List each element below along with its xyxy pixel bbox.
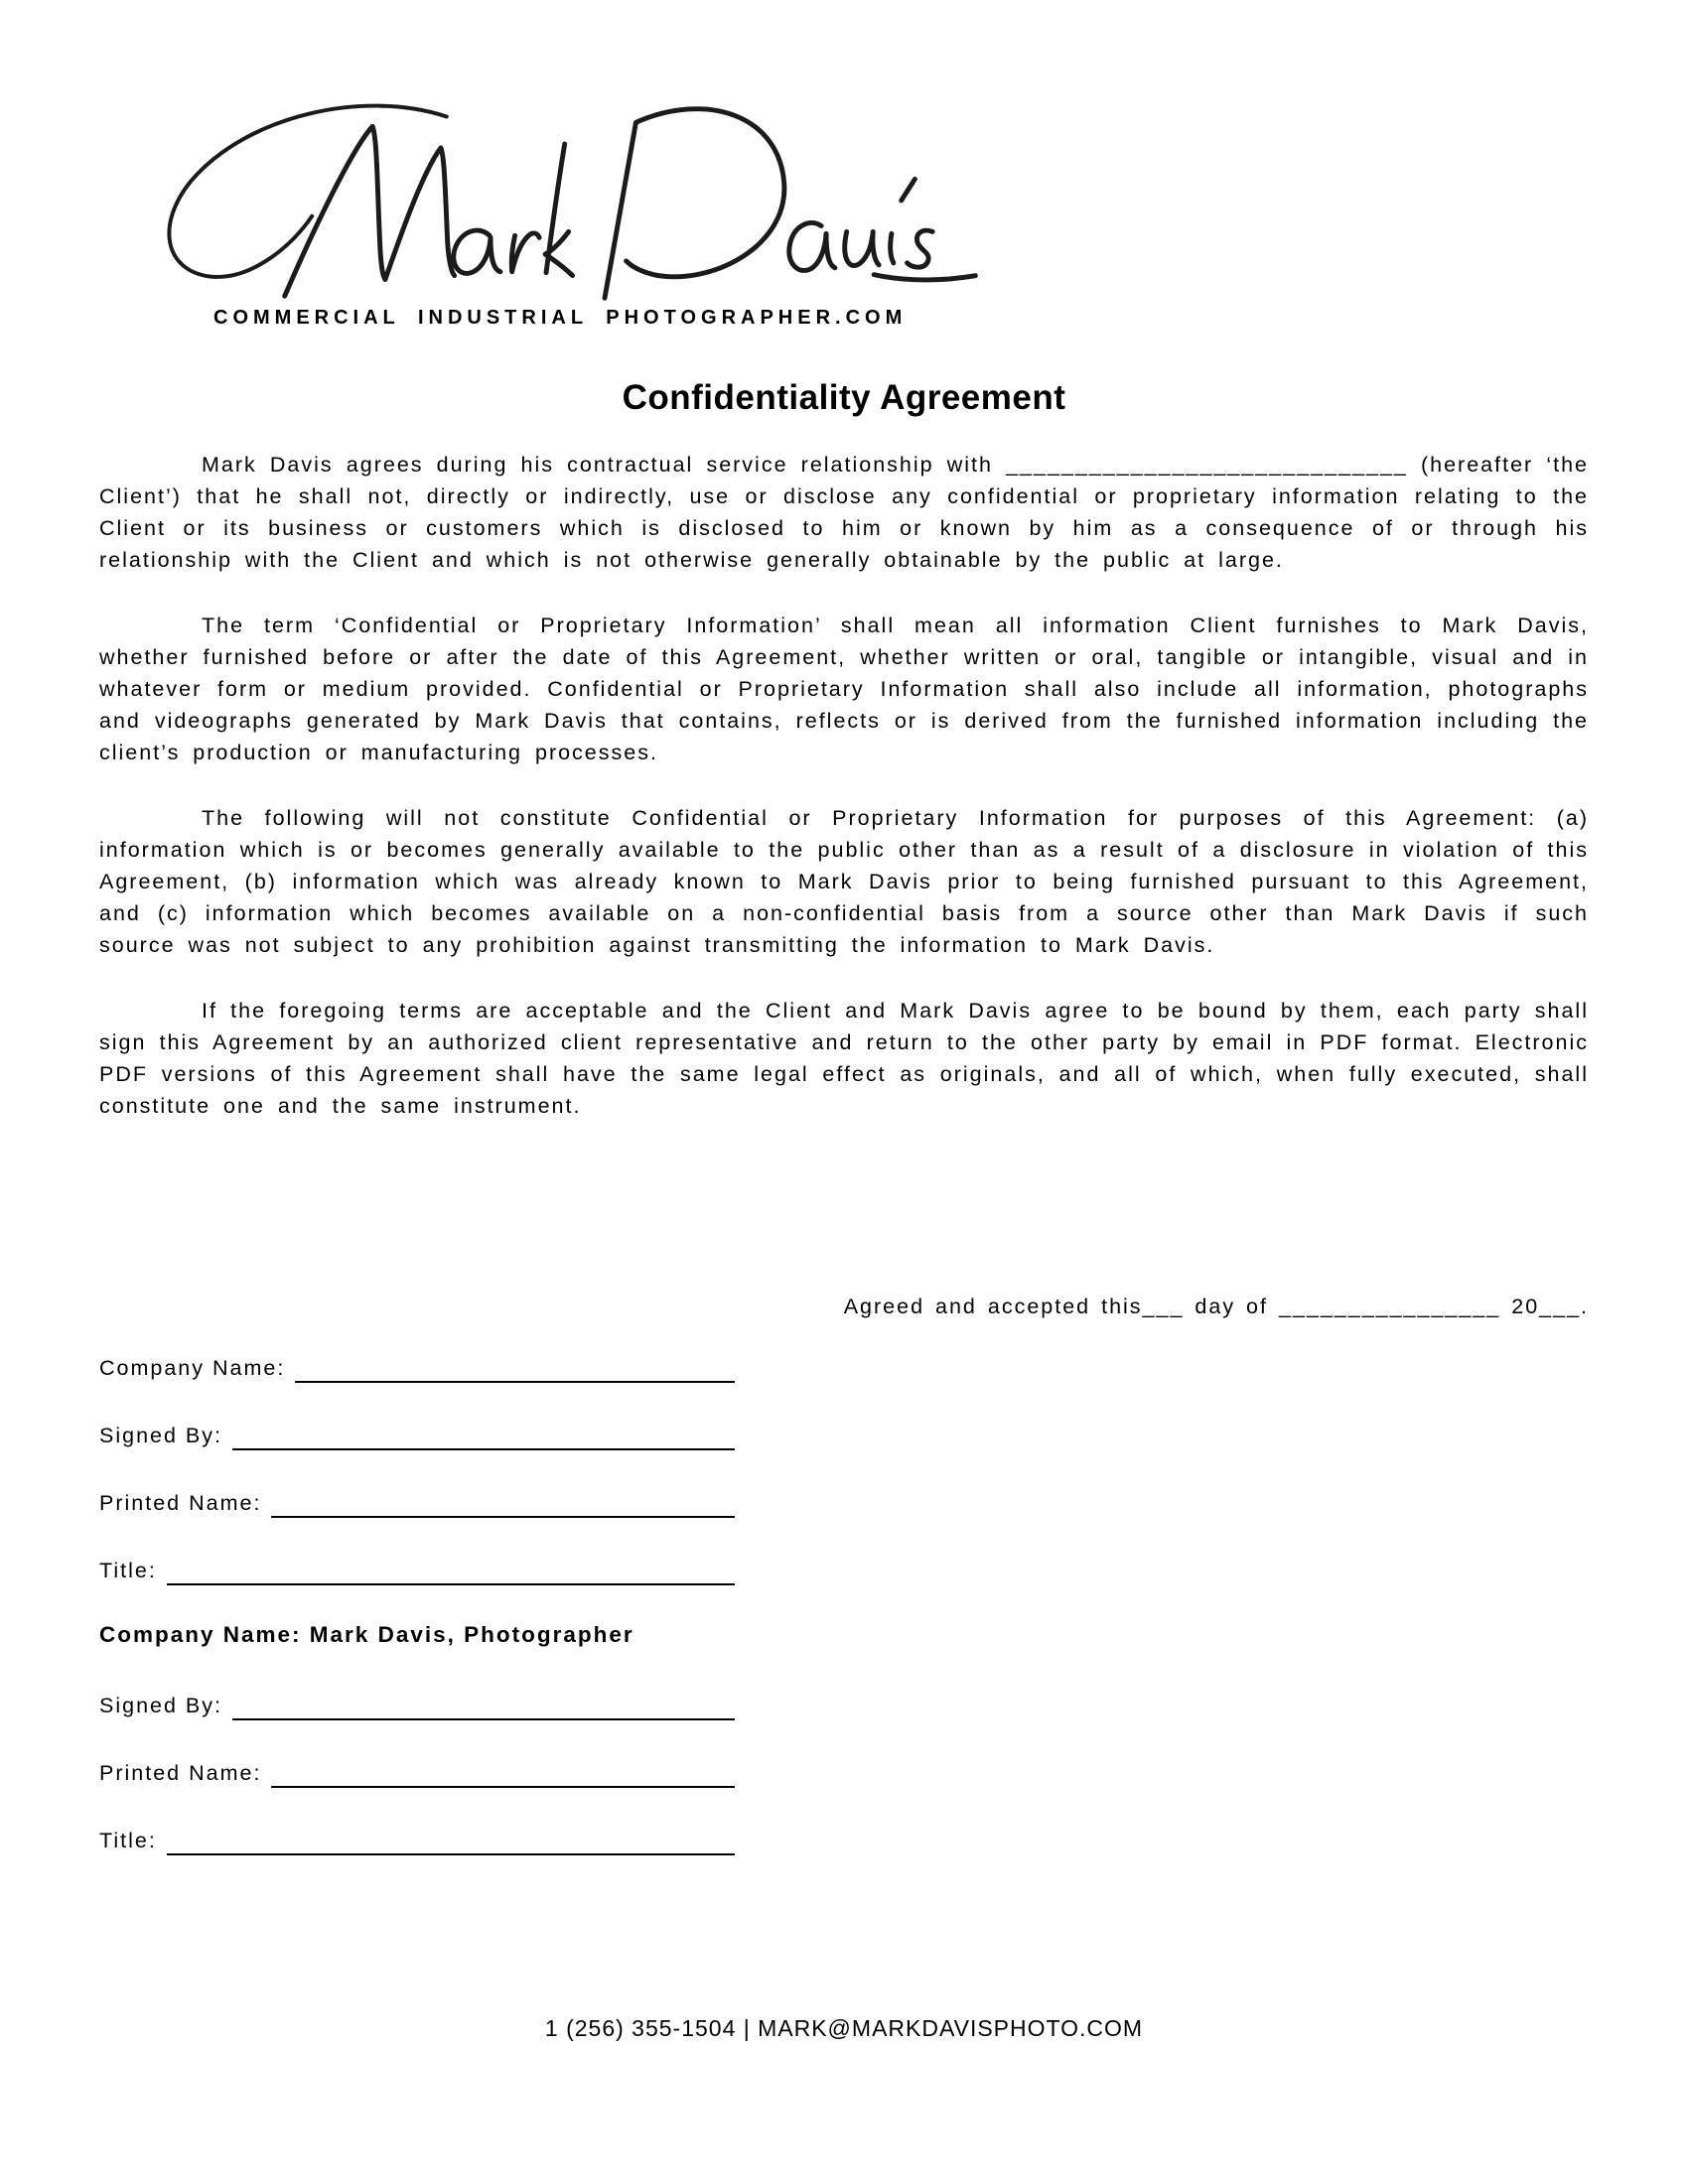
- page-title: Confidentiality Agreement: [622, 378, 1066, 417]
- photographer-printed-name-row: [99, 1755, 735, 1788]
- title-label: Title:: [99, 1559, 157, 1582]
- client-title-row: [99, 1553, 735, 1585]
- paragraph-acceptance: If the foregoing terms are acceptable and the Client and Mark Davis agree to be bound by them, each party shall sign this Agreement by an authorized client representative and return to the other party by email in PDF format. Electronic PDF versions of this Agreement shall have the same legal effect as originals, and all of which, when fully executed, shall constitute one and the same instrument.: [99, 999, 1589, 1118]
- client-company-name-row: [99, 1350, 735, 1383]
- agreed-accepted-line: Agreed and accepted this___ day of ________________ 20___.: [843, 1295, 1589, 1318]
- photographer-title-row: [99, 1823, 735, 1855]
- company-name-label: Company Name:: [99, 1356, 286, 1380]
- signed-by-label: Signed By:: [99, 1424, 222, 1447]
- paragraph-intro: Mark Davis agrees during his contractual service relationship with _____________________________ (hereafter ‘the Client’) that he shall not, directly or indirectly, use or disclose any confidential or proprietary information relating to the Client or its business or customers which is disclosed to him or known by him as a consequence of or through his relationship with the Client and which is not otherwise generally obtainable by the public at large.: [99, 453, 1589, 572]
- printed-name-label: Printed Name:: [99, 1491, 262, 1515]
- printed-name-blank-line: [271, 1760, 735, 1788]
- client-printed-name-row: [99, 1485, 735, 1518]
- client-signed-by-row: [99, 1418, 735, 1450]
- signature-fields: [99, 1350, 735, 1890]
- title-blank-line: [167, 1558, 735, 1585]
- photographer-company-line: Company Name: Mark Davis, Photographer: [99, 1622, 634, 1647]
- brand-tagline: COMMERCIAL INDUSTRIAL PHOTOGRAPHER.COM: [213, 307, 908, 329]
- printed-name-blank-line: [271, 1490, 735, 1518]
- paragraph-exclusions: The following will not constitute Confidential or Proprietary Information for purposes of this Agreement: (a) information which is or becomes generally available to the public other than as a result of a disclosure in violation of this Agreement, (b) information which was already known to Mark Davis prior to being furnished pursuant to this Agreement, and (c) information which becomes available on a non-confidential basis from a source other than Mark Davis if such source was not subject to any prohibition against transmitting the information to Mark Davis.: [99, 806, 1589, 957]
- signed-by-label: Signed By:: [99, 1694, 222, 1717]
- agreement-body: [99, 449, 1589, 1156]
- photographer-signed-by-row: [99, 1688, 735, 1720]
- title-blank-line: [167, 1828, 735, 1855]
- signed-by-blank-line: [232, 1423, 735, 1450]
- company-name-blank-line: [295, 1355, 735, 1383]
- title-label: Title:: [99, 1829, 157, 1852]
- paragraph-definition: The term ‘Confidential or Proprietary Information’ shall mean all information Client furnishes to Mark Davis, whether furnished before or after the date of this Agreement, whether written or oral, tangible or intangible, visual and in whatever form or medium provided. Confidential or Proprietary Information shall also include all information, photographs and videographs generated by Mark Davis that contains, reflects or is derived from the furnished information including the client’s production or manufacturing processes.: [99, 614, 1589, 764]
- printed-name-label: Printed Name:: [99, 1761, 262, 1785]
- footer-contact: 1 (256) 355-1504 | MARK@MARKDAVISPHOTO.COM: [544, 2015, 1144, 2041]
- signed-by-blank-line: [232, 1693, 735, 1720]
- mark-davis-signature-logo: [111, 87, 985, 312]
